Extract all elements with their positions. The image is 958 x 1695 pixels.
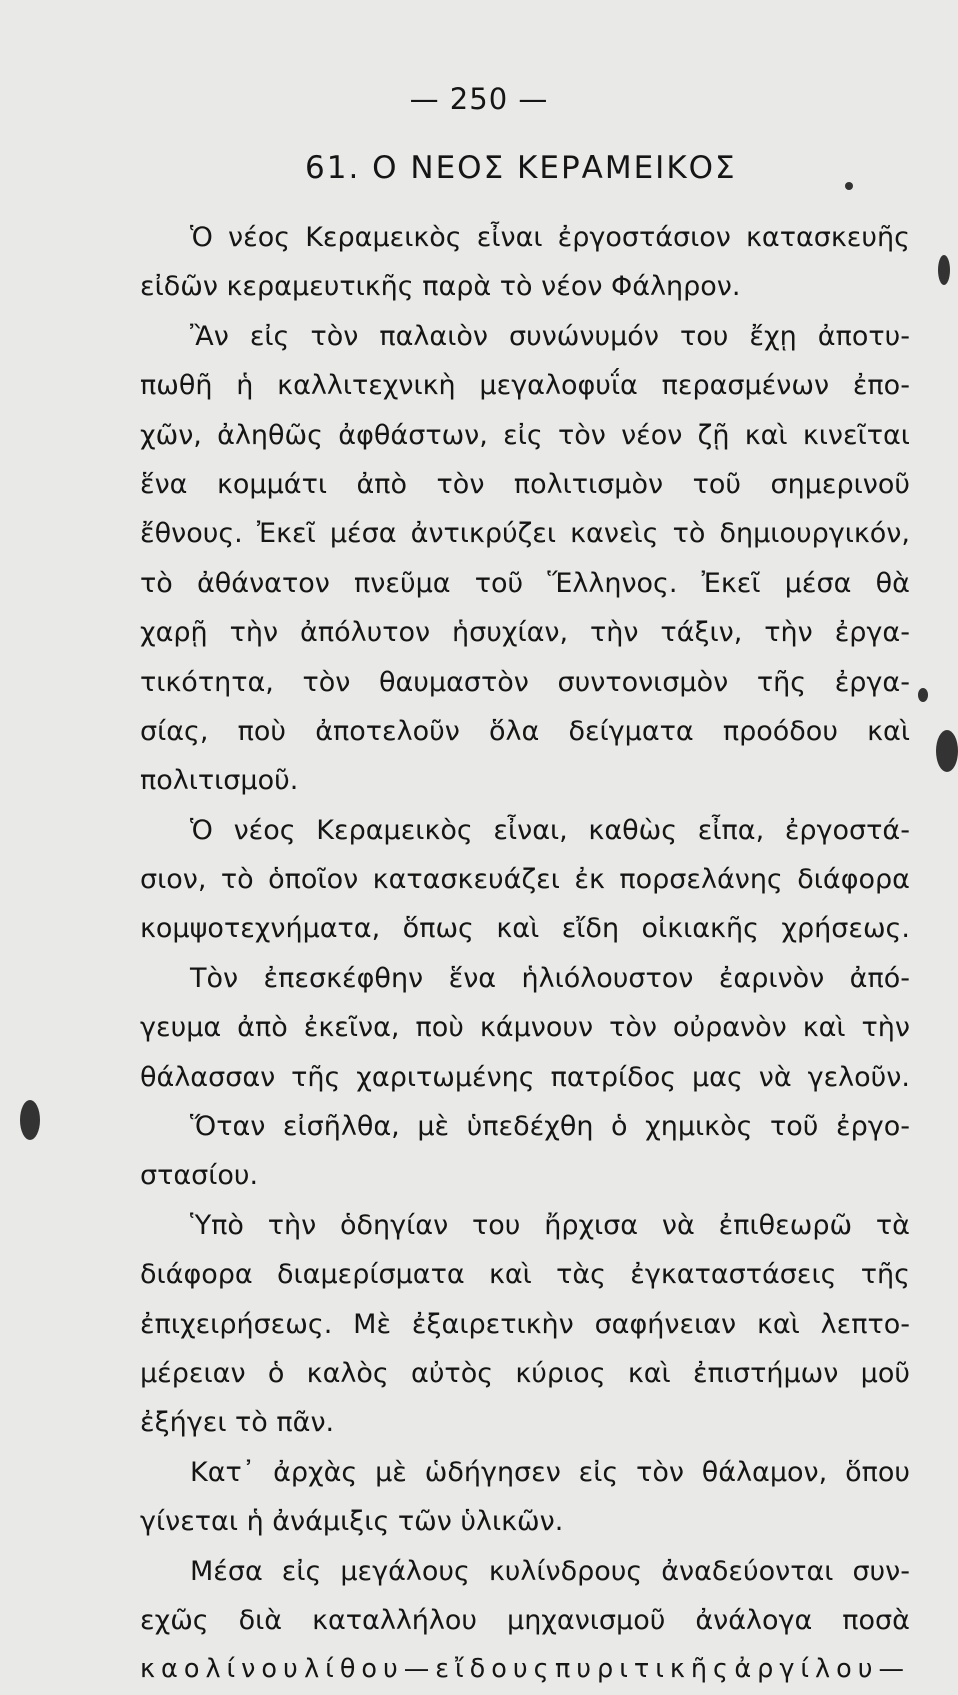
text-line: πωθῆ ἡ καλλιτεχνικὴ μεγαλοφυΐα περασμένων ἐπο- [140, 370, 910, 402]
text-line: Κατ᾽ ἀρχὰς μὲ ὡδήγησεν εἰς τὸν θάλαμον, ὅπου [190, 1456, 910, 1488]
text-line: Ἂν εἰς τὸν παλαιὸν συνώνυμόν του ἔχῃ ἀποτυ- [190, 320, 910, 352]
scan-blot [845, 182, 853, 190]
text-line: Ὁ νέος Κεραμεικὸς εἶναι, καθὼς εἶπα, ἐργοστά- [190, 814, 910, 846]
text-line: ἔθνους. Ἐκεῖ μέσα ἀντικρύζει κανεὶς τὸ δημιουργικόν, [140, 518, 910, 550]
text-line: καολίνου λίθου—εἴδους πυριτικῆς ἀργίλου— [140, 1654, 910, 1685]
text-line: κομψοτεχνήματα, ὅπως καὶ εἴδη οἰκιακῆς χρήσεως. [140, 913, 910, 945]
text-line: τικότητα, τὸν θαυμαστὸν συντονισμὸν τῆς ἐργα- [140, 666, 910, 698]
text-line: σίας, ποὺ ἀποτελοῦν ὅλα δείγματα προόδου καὶ [140, 715, 910, 747]
text-line: πολιτισμοῦ. [140, 765, 299, 797]
text-line: εχῶς διὰ καταλλήλου μηχανισμοῦ ἀνάλογα ποσὰ [140, 1604, 910, 1636]
text-line: μέρειαν ὁ καλὸς αὐτὸς κύριος καὶ ἐπιστήμων μοῦ [140, 1357, 910, 1389]
text-line: γίνεται ἡ ἀνάμιξις τῶν ὑλικῶν. [140, 1506, 564, 1538]
text-line: Τὸν ἐπεσκέφθην ἕνα ἡλιόλουστον ἐαρινὸν ἀπό- [190, 962, 910, 994]
text-line: ἕνα κομμάτι ἀπὸ τὸν πολιτισμὸν τοῦ σημερινοῦ [140, 468, 910, 500]
text-line: ἐπιχειρήσεως. Μὲ ἐξαιρετικὴν σαφήνειαν καὶ λεπτο- [140, 1308, 910, 1340]
scan-blot [20, 1100, 40, 1140]
text-line: Ὑπὸ τὴν ὁδηγίαν του ἤρχισα νὰ ἐπιθεωρῶ τὰ [190, 1209, 910, 1241]
scan-blot [938, 255, 950, 285]
scan-blot [936, 730, 958, 772]
page-number: — 250 — [409, 82, 549, 116]
chapter-title: 61. Ο ΝΕΟΣ ΚΕΡΑΜΕΙΚΟΣ [305, 150, 737, 186]
text-line: γευμα ἀπὸ ἐκεῖνα, ποὺ κάμνουν τὸν οὐρανὸν καὶ τὴν [140, 1012, 910, 1044]
text-line: θάλασσαν τῆς χαριτωμένης πατρίδος μας νὰ γελοῦν. [140, 1061, 910, 1093]
text-line: Ὅταν εἰσῆλθα, μὲ ὑπεδέχθη ὁ χημικὸς τοῦ ἐργο- [190, 1111, 910, 1143]
text-line: χαρῇ τὴν ἀπόλυτον ἡσυχίαν, τὴν τάξιν, τὴν ἐργα- [140, 617, 910, 649]
text-line: εἰδῶν κεραμευτικῆς παρὰ τὸ νέον Φάληρον. [140, 271, 741, 303]
text-line: ἐξήγει τὸ πᾶν. [140, 1407, 335, 1439]
text-line: διάφορα διαμερίσματα καὶ τὰς ἐγκαταστάσεις τῆς [140, 1259, 910, 1291]
text-line: Ὁ νέος Κεραμεικὸς εἶναι ἐργοστάσιον κατασκευῆς [190, 222, 910, 253]
text-line: σιον, τὸ ὁποῖον κατασκευάζει ἐκ πορσελάνης διάφορα [140, 864, 910, 896]
text-line: τὸ ἀθάνατον πνεῦμα τοῦ Ἕλληνος. Ἐκεῖ μέσα θὰ [140, 567, 910, 599]
scan-blot [918, 688, 928, 702]
text-line: Μέσα εἰς μεγάλους κυλίνδρους ἀναδεύονται συν- [190, 1555, 910, 1587]
body-text [140, 213, 910, 1695]
text-line: χῶν, ἀληθῶς ἀφθάστων, εἰς τὸν νέον ζῇ καὶ κινεῖται [140, 419, 910, 451]
text-line: στασίου. [140, 1160, 259, 1192]
